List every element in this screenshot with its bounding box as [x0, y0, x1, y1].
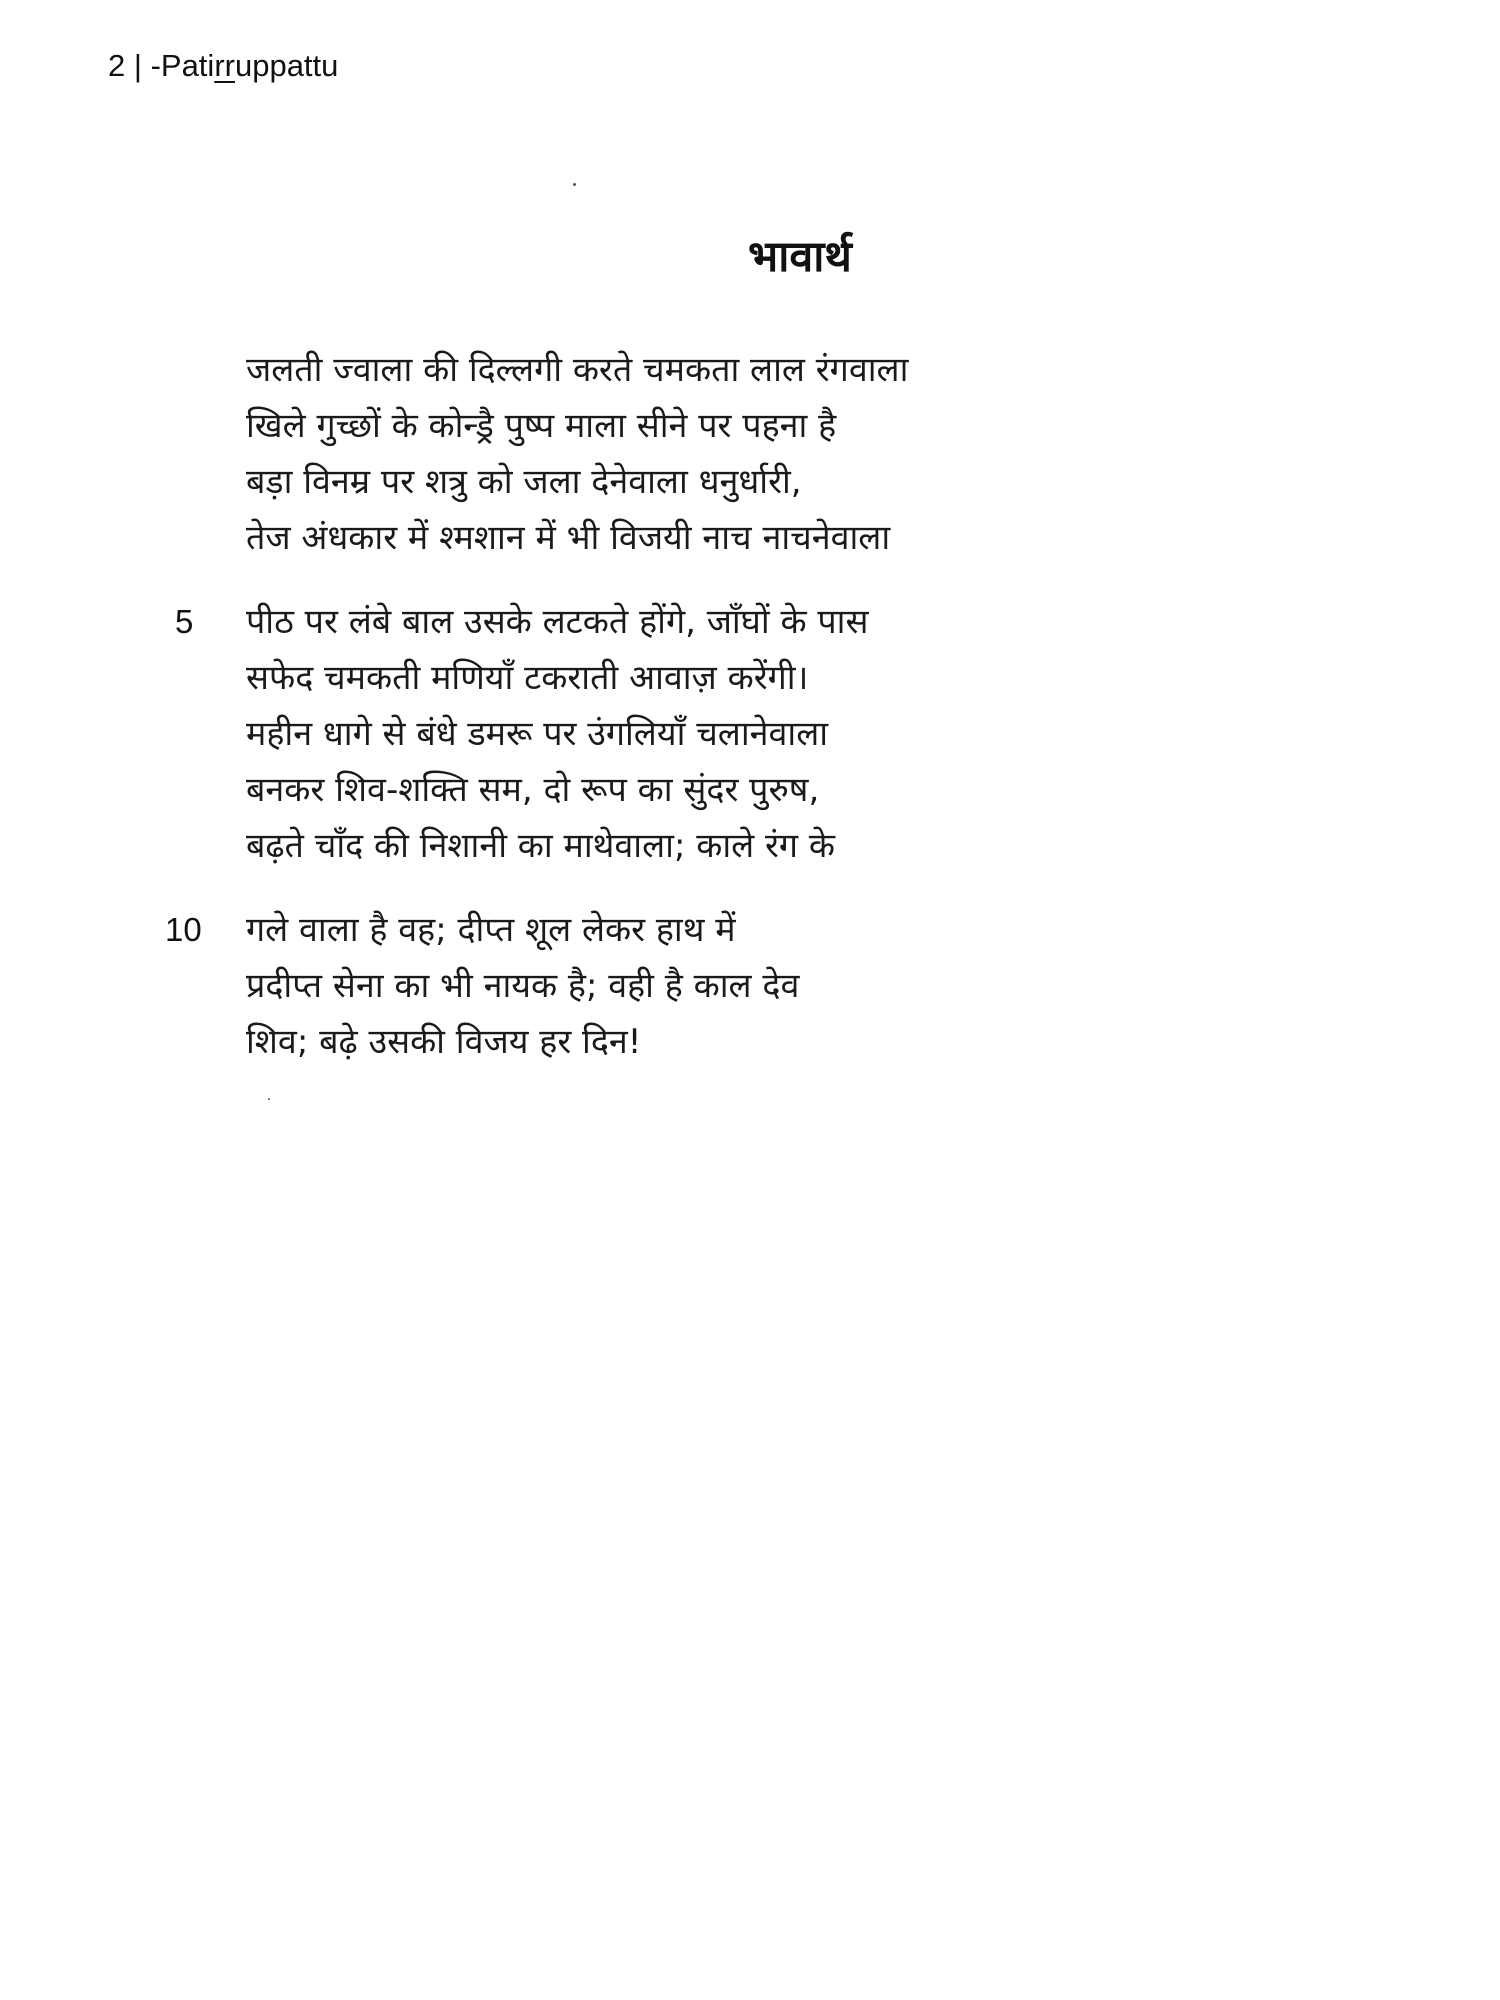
stanza-3	[0, 902, 1500, 1070]
line-number: 10	[165, 911, 202, 948]
book-title: -Patirruppattu	[150, 48, 339, 83]
verse-line-text: बड़ा विनम्र पर शत्रु को जला देनेवाला धनुर्धारी,	[246, 462, 802, 502]
verse-line-text: खिले गुच्छों के कोन्ड्रै पुष्प माला सीने पर पहना है	[246, 406, 837, 446]
verse-line	[0, 342, 1500, 398]
verse-line-text: बनकर शिव-शक्ति सम, दो रूप का सुंदर पुरुष,	[246, 770, 820, 810]
verse-line-text: प्रदीप्त सेना का भी नायक है; वही है काल देव	[246, 966, 800, 1006]
verse-line	[0, 454, 1500, 510]
verse-line	[0, 650, 1500, 706]
header-separator: |	[133, 48, 142, 83]
verse-line	[0, 762, 1500, 818]
stanza-2	[0, 594, 1500, 874]
verse-line-text: शिव; बढ़े उसकी विजय हर दिन!	[246, 1022, 642, 1062]
scan-speck	[573, 183, 576, 186]
section-heading: भावार्थ	[748, 232, 852, 282]
stanza-1	[0, 342, 1500, 566]
verse-line	[0, 1014, 1500, 1070]
verse-line-text: जलती ज्वाला की दिल्लगी करते चमकता लाल रंगवाला	[246, 350, 909, 390]
line-number: 5	[175, 603, 194, 640]
verse-line	[0, 902, 1500, 958]
verse-line-text: तेज अंधकार में श्मशान में भी विजयी नाच नाचनेवाला	[246, 518, 891, 558]
verse-line	[0, 510, 1500, 566]
verse-line	[0, 594, 1500, 650]
verse-line	[0, 398, 1500, 454]
verse-line-text: सफेद चमकती मणियाँ टकराती आवाज़ करेंगी।	[246, 658, 809, 698]
verse-line	[0, 958, 1500, 1014]
scan-speck	[268, 1098, 270, 1100]
running-header	[108, 48, 338, 84]
verse-line-text: बढ़ते चाँद की निशानी का माथेवाला; काले रंग के	[246, 826, 835, 866]
verse-line	[0, 706, 1500, 762]
verse-line-text: महीन धागे से बंधे डमरू पर उंगलियाँ चलानेवाला	[246, 714, 829, 754]
verse-line-text: पीठ पर लंबे बाल उसके लटकते होंगे, जाँघों के पास	[246, 602, 869, 642]
verse-line	[0, 818, 1500, 874]
page-number: 2	[108, 48, 126, 83]
verse-line-text: गले वाला है वह; दीप्त शूल लेकर हाथ में	[246, 910, 736, 950]
